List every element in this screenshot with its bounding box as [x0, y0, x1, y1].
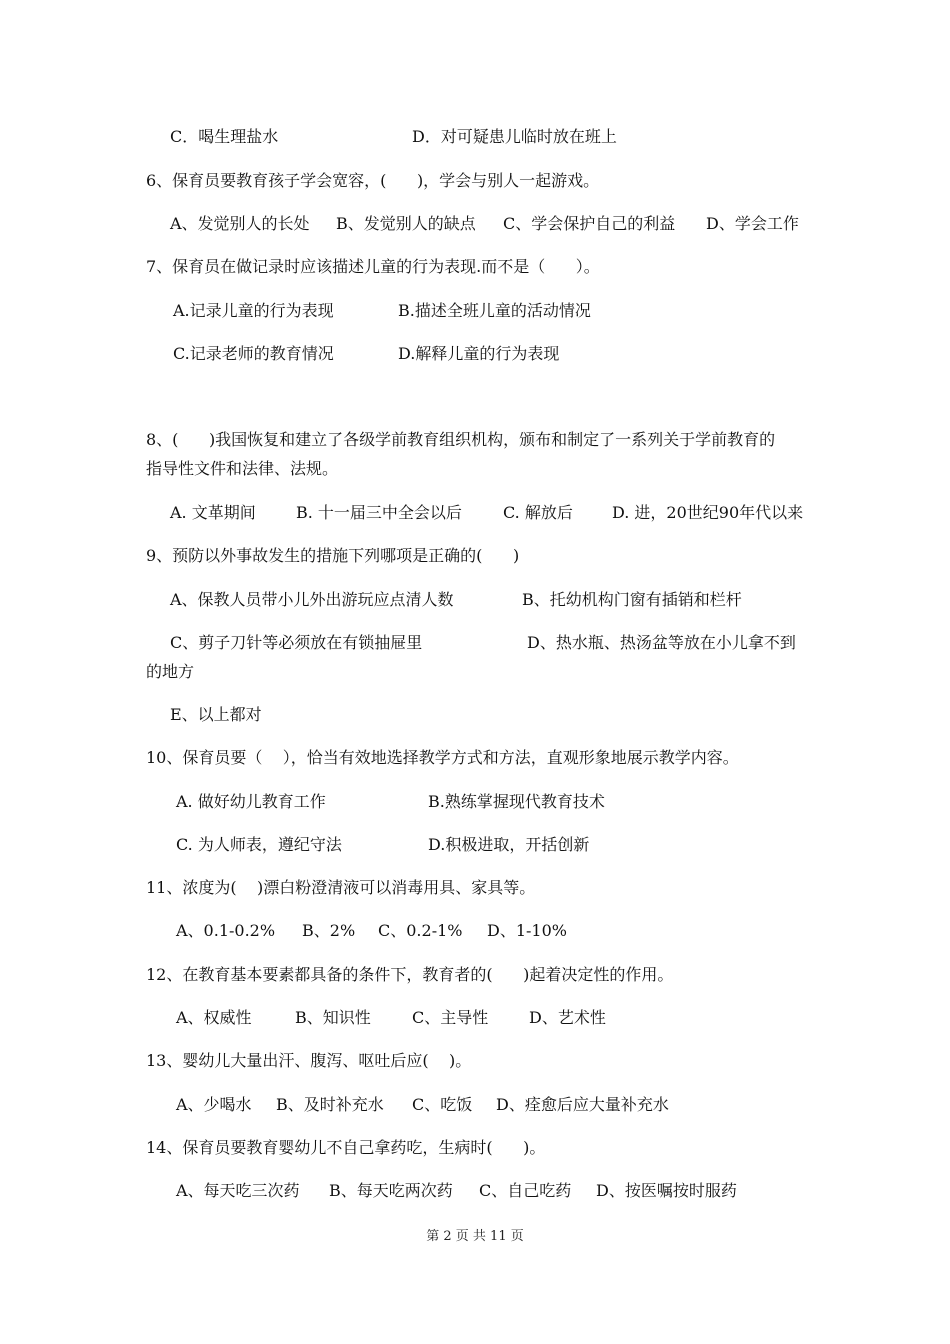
q12-stem: 12、在教育基本要素都具备的条件下，教育者的( )起着决定性的作用。	[146, 965, 674, 984]
q13-option-d: D、痊愈后应大量补充水	[496, 1095, 669, 1114]
q9-option-d-line2: 的地方	[146, 662, 195, 681]
q8-option-d: D. 进，20世纪90年代以来	[612, 503, 804, 522]
q13-option-c: C、吃饭	[412, 1095, 473, 1114]
q11-option-c: C、0.2-1%	[378, 921, 463, 940]
q10-option-a: A. 做好幼儿教育工作	[176, 792, 326, 811]
q10-stem: 10、保育员要（ ），恰当有效地选择教学方式和方法，直观形象地展示教学内容。	[146, 748, 739, 767]
q9-option-a: A、保教人员带小儿外出游玩应点清人数	[170, 590, 454, 609]
page-number-footer: 第 2 页 共 11 页	[426, 1229, 524, 1244]
q10-option-d: D.积极进取，开括创新	[428, 835, 590, 854]
q10-option-b: B.熟练掌握现代教育技术	[428, 792, 605, 811]
q11-stem: 11、浓度为( )漂白粉澄清液可以消毒用具、家具等。	[146, 878, 536, 897]
q13-option-b: B、及时补充水	[276, 1095, 384, 1114]
q8-stem-line1: 8、( )我国恢复和建立了各级学前教育组织机构，颁布和制定了一系列关于学前教育的	[146, 430, 776, 449]
q5-option-d: D．对可疑患儿临时放在班上	[412, 127, 617, 146]
q13-stem: 13、婴幼儿大量出汗、腹泻、呕吐后应( )。	[146, 1051, 472, 1070]
q14-option-b: B、每天吃两次药	[329, 1181, 453, 1200]
q5-option-c: C．喝生理盐水	[170, 127, 279, 146]
q8-stem-line2: 指导性文件和法律、法规。	[146, 459, 339, 478]
q7-option-d: D.解释儿童的行为表现	[398, 344, 560, 363]
q11-option-a: A、0.1-0.2%	[176, 921, 276, 940]
q11-option-d: D、1-10%	[487, 921, 567, 940]
q9-option-d-line1: D、热水瓶、热汤盆等放在小儿拿不到	[527, 633, 796, 652]
q11-option-b: B、2%	[302, 921, 356, 940]
q12-option-d: D、艺术性	[529, 1008, 606, 1027]
q7-stem: 7、保育员在做记录时应该描述儿童的行为表现.而不是（ ）。	[146, 257, 600, 276]
q7-option-b: B.描述全班儿童的活动情况	[398, 301, 591, 320]
q9-option-b: B、托幼机构门窗有插销和栏杆	[522, 590, 742, 609]
q12-option-c: C、主导性	[412, 1008, 489, 1027]
q8-option-a: A. 文革期间	[170, 503, 256, 522]
q7-option-a: A.记录儿童的行为表现	[173, 301, 334, 320]
q10-option-c: C. 为人师表，遵纪守法	[176, 835, 342, 854]
q6-option-b: B、发觉别人的缺点	[336, 214, 476, 233]
q6-stem: 6、保育员要教育孩子学会宽容，( )，学会与别人一起游戏。	[146, 171, 600, 190]
q14-option-d: D、按医嘱按时服药	[596, 1181, 737, 1200]
q14-option-c: C、自己吃药	[479, 1181, 572, 1200]
q12-option-b: B、知识性	[295, 1008, 371, 1027]
q13-option-a: A、少喝水	[176, 1095, 252, 1114]
q6-option-d: D、学会工作	[706, 214, 799, 233]
q14-option-a: A、每天吃三次药	[176, 1181, 300, 1200]
q9-option-c: C、剪子刀针等必须放在有锁抽屉里	[170, 633, 423, 652]
q14-stem: 14、保育员要教育婴幼儿不自己拿药吃，生病时( )。	[146, 1138, 546, 1157]
q9-stem: 9、预防以外事故发生的措施下列哪项是正确的( )	[146, 546, 520, 565]
q6-option-a: A、发觉别人的长处	[170, 214, 310, 233]
q9-option-e: E、以上都对	[170, 705, 262, 724]
q12-option-a: A、权威性	[176, 1008, 252, 1027]
q6-option-c: C、学会保护自己的利益	[503, 214, 676, 233]
q8-option-b: B. 十一届三中全会以后	[296, 503, 462, 522]
q8-option-c: C. 解放后	[503, 503, 573, 522]
q7-option-c: C.记录老师的教育情况	[173, 344, 334, 363]
